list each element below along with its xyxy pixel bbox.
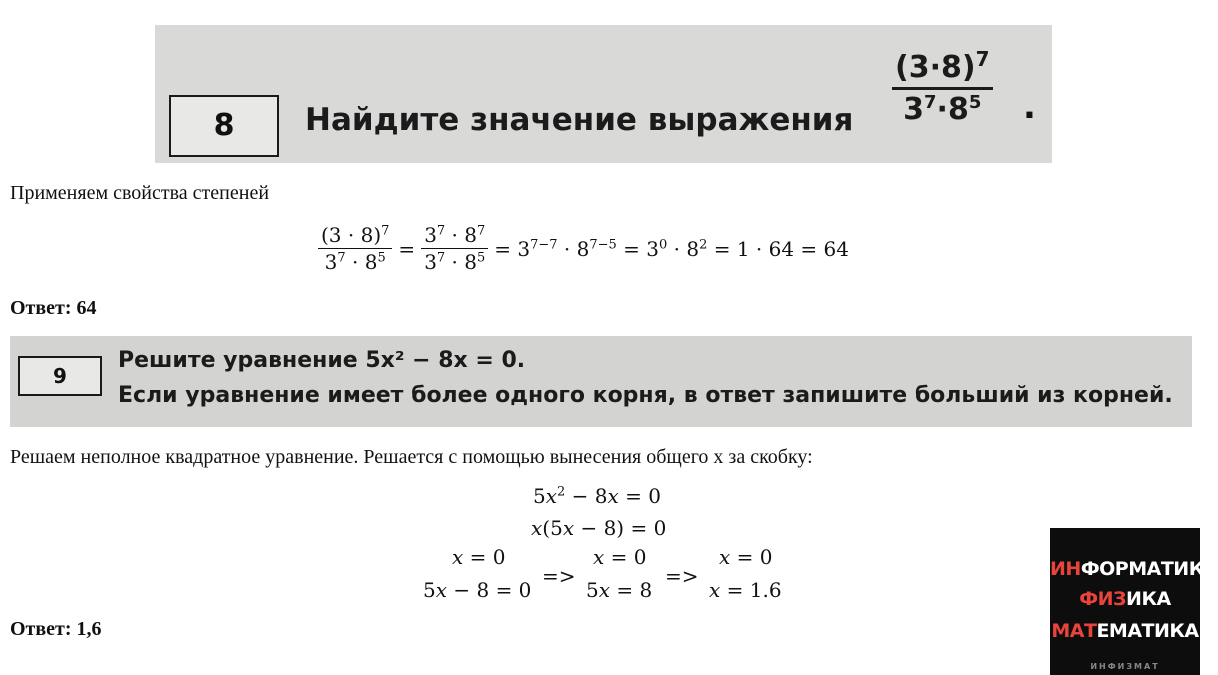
case-c-line-1: x = 0 bbox=[719, 545, 773, 569]
task-number-box: 9 bbox=[18, 356, 102, 396]
logo-line-informatika: ИНФОРМАТИКА bbox=[1050, 558, 1218, 580]
case-a-line-1: x = 0 bbox=[452, 545, 506, 569]
answer-8: Ответ: 64 bbox=[10, 297, 97, 319]
expr-den-base-8: ·8 bbox=[936, 92, 969, 127]
case-a-line-2: 5x − 8 = 0 bbox=[423, 578, 532, 602]
task-expression bbox=[892, 47, 993, 127]
implies-arrow-1: => bbox=[542, 564, 576, 588]
implies-arrow-2: => bbox=[665, 564, 699, 588]
expr-numerator: (3·8) bbox=[895, 50, 976, 85]
infizmat-logo bbox=[1050, 528, 1218, 675]
solution-9-intro: Решаем неполное квадратное уравнение. Решается с помощью вынесения общего х за скобку: bbox=[10, 446, 813, 468]
expr-den-base-3: 3 bbox=[903, 92, 925, 127]
case-b-line-1: x = 0 bbox=[593, 545, 647, 569]
task-statement-line-1: Решите уравнение 5x² − 8x = 0. bbox=[118, 348, 526, 373]
task-number-box: 8 bbox=[169, 95, 279, 157]
expr-den-exp-5: 5 bbox=[968, 92, 982, 113]
task-statement-line-2: Если уравнение имеет более одного корня, в ответ запишите больший из корней. bbox=[118, 383, 1173, 408]
answer-9: Ответ: 1,6 bbox=[10, 618, 102, 640]
expr-den-exp-7: 7 bbox=[924, 92, 937, 113]
solution-8-formula: $\frac{(3 \cdot 8)^7}{3^7 \cdot 8^5}$ = $\frac{3^7 \cdot 8^7}{3^7 \cdot 8^5}$ = $3^{7-7} \cdot 8^{7-5} = 3^0 \cdot 8^2 = 1 \cdot 64 = 64$ bbox=[318, 222, 849, 275]
task-9-card bbox=[10, 336, 1192, 427]
case-c-line-2: x = 1.6 bbox=[709, 578, 782, 602]
task-statement: Найдите значение выражения bbox=[305, 102, 854, 138]
equation-line-1: $5x^2 - 8x = 0$ bbox=[533, 484, 661, 508]
case-b-line-2: 5x = 8 bbox=[586, 578, 653, 602]
logo-line-fizika: ФИЗИКА bbox=[1079, 588, 1171, 610]
equation-line-2: x(5x − 8) = 0 bbox=[531, 516, 667, 540]
logo-line-matematika: МАТЕМАТИКА bbox=[1051, 620, 1199, 642]
task-8-card bbox=[155, 25, 1052, 163]
logo-footer: ИНФИЗМАТ bbox=[1090, 662, 1160, 671]
expression-period: . bbox=[1023, 87, 1036, 127]
solution-8-intro: Применяем свойства степеней bbox=[10, 182, 270, 204]
expr-numerator-exp: 7 bbox=[975, 47, 990, 71]
